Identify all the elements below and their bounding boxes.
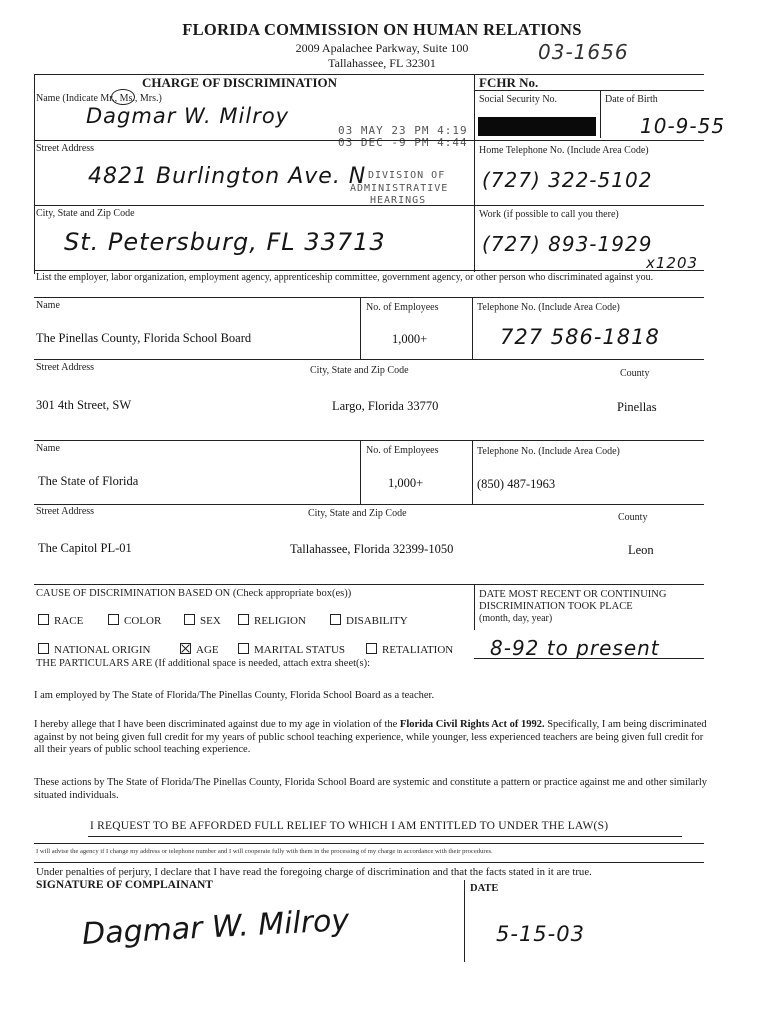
particulars-paragraph-2-start: I hereby allege that I have been discriminated against due to my age in violation of the bbox=[34, 719, 400, 730]
particulars-paragraph-2 bbox=[34, 719, 710, 757]
particulars-label: THE PARTICULARS ARE (If additional space is needed, attach extra sheet(s): bbox=[36, 658, 371, 669]
respondent-1-street-label: Street Address bbox=[36, 362, 95, 373]
respondent-2-name: The State of Florida bbox=[38, 474, 139, 488]
ssn-label: Social Security No. bbox=[479, 94, 558, 105]
particulars-paragraph-1: I am employed by The State of Florida/The Pinellas County, Florida School Board as a teacher. bbox=[34, 690, 435, 701]
respondent-2-phone-label: Telephone No. (Include Area Code) bbox=[477, 446, 620, 457]
checkbox-retaliation-box[interactable] bbox=[366, 643, 377, 654]
respondent-2-street-label: Street Address bbox=[36, 506, 95, 517]
checkbox-religion[interactable] bbox=[238, 614, 306, 627]
perjury-declaration: Under penalties of perjury, I declare that I have read the foregoing charge of discrimination and that the facts stated in it are true. bbox=[36, 866, 592, 878]
checkbox-sex[interactable] bbox=[184, 614, 221, 627]
relief-request: I REQUEST TO BE AFFORDED FULL RELIEF TO WHICH I AM ENTITLED TO UNDER THE LAW(S) bbox=[90, 820, 609, 832]
respondent-1-city-label: City, State and Zip Code bbox=[310, 365, 409, 376]
checkbox-marital-status[interactable] bbox=[238, 643, 345, 656]
checkbox-retaliation-label: RETALIATION bbox=[382, 644, 454, 656]
document-title: FLORIDA COMMISSION ON HUMAN RELATIONS bbox=[182, 20, 582, 39]
dob-value: 10-9-55 bbox=[640, 114, 726, 138]
checkbox-national-origin-label: NATIONAL ORIGIN bbox=[54, 644, 151, 656]
respondent-1-phone: 727 586-1818 bbox=[500, 325, 660, 349]
city-state-zip-label: City, State and Zip Code bbox=[36, 208, 135, 219]
agency-address-line-1: 2009 Apalachee Parkway, Suite 100 bbox=[295, 41, 469, 55]
stamp-administrative: ADMINISTRATIVE bbox=[350, 183, 449, 194]
dob-label: Date of Birth bbox=[605, 94, 658, 105]
agency-address-line-2: Tallahassee, FL 32301 bbox=[328, 56, 436, 70]
checkbox-age[interactable] bbox=[180, 643, 219, 656]
checkbox-race-box[interactable] bbox=[38, 614, 49, 625]
discrimination-date-value: 8-92 to present bbox=[490, 636, 660, 660]
respondent-1-employees-label: No. of Employees bbox=[366, 302, 439, 313]
charge-section-title: CHARGE OF DISCRIMINATION bbox=[142, 75, 338, 90]
respondent-2-employees: 1,000+ bbox=[388, 476, 424, 490]
case-number-handwritten: 03-1656 bbox=[538, 40, 629, 64]
work-phone-extension: x1203 bbox=[646, 254, 699, 272]
checkbox-marital-status-label: MARITAL STATUS bbox=[254, 644, 346, 656]
street-address-value: 4821 Burlington Ave. N bbox=[88, 164, 367, 189]
checkbox-color-box[interactable] bbox=[108, 614, 119, 625]
checkbox-disability[interactable] bbox=[330, 614, 408, 627]
checkbox-disability-label: DISABILITY bbox=[346, 615, 408, 627]
fchr-number-label: FCHR No. bbox=[479, 75, 539, 90]
cause-date-label-1: DATE MOST RECENT OR CONTINUING bbox=[479, 589, 667, 600]
checkbox-color-label: COLOR bbox=[124, 615, 162, 627]
checkbox-religion-box[interactable] bbox=[238, 614, 249, 625]
stamp-date-received-1: 03 MAY 23 PM 4:19 bbox=[338, 124, 468, 137]
checkbox-sex-box[interactable] bbox=[184, 614, 195, 625]
work-phone-label: Work (if possible to call you there) bbox=[479, 209, 619, 220]
complainant-name-label: Name (Indicate Mr., Ms., Mrs.) bbox=[36, 93, 162, 104]
cause-date-label-2: DISCRIMINATION TOOK PLACE bbox=[479, 601, 633, 612]
checkbox-disability-box[interactable] bbox=[330, 614, 341, 625]
respondent-2-employees-label: No. of Employees bbox=[366, 445, 439, 456]
checkbox-sex-label: SEX bbox=[200, 615, 221, 627]
respondent-list-instruction: List the employer, labor organization, employment agency, apprenticeship committee, government agency, or other person who discriminated against you. bbox=[36, 272, 654, 283]
street-address-label: Street Address bbox=[36, 143, 95, 154]
checkbox-color[interactable] bbox=[108, 614, 161, 627]
stamp-division-of: DIVISION OF bbox=[368, 170, 446, 181]
cause-label: CAUSE OF DISCRIMINATION BASED ON (Check appropriate box(es)) bbox=[36, 588, 352, 599]
respondent-1-county: Pinellas bbox=[617, 400, 657, 414]
date-label: DATE bbox=[470, 883, 499, 894]
home-phone-value: (727) 322-5102 bbox=[482, 168, 653, 192]
work-phone-value: (727) 893-1929 bbox=[482, 232, 653, 256]
complainant-signature: Dagmar W. Milroy bbox=[81, 903, 351, 952]
respondent-1-county-label: County bbox=[620, 368, 650, 379]
ssn-redaction bbox=[478, 117, 596, 136]
checkbox-age-label: AGE bbox=[196, 644, 219, 656]
particulars-paragraph-2-end: Specifically, I am being discriminated against by not being given full credit for my years of public school teaching experience, while younger, less experienced teachers are being given full credit for all their years of public school teaching experience. bbox=[34, 719, 707, 755]
respondent-2-phone: (850) 487-1963 bbox=[477, 477, 556, 491]
checkbox-retaliation[interactable] bbox=[366, 643, 453, 656]
checkbox-national-origin[interactable] bbox=[38, 643, 150, 656]
respondent-2-name-label: Name bbox=[36, 443, 60, 454]
ms-circle-mark bbox=[111, 89, 135, 105]
respondent-1-phone-label: Telephone No. (Include Area Code) bbox=[477, 302, 620, 313]
city-state-zip-value: St. Petersburg, FL 33713 bbox=[64, 228, 386, 256]
complainant-name-value: Dagmar W. Milroy bbox=[86, 104, 290, 128]
signature-date-value: 5-15-03 bbox=[496, 922, 585, 946]
respondent-1-street: 301 4th Street, SW bbox=[36, 398, 132, 412]
checkbox-religion-label: RELIGION bbox=[254, 615, 306, 627]
particulars-paragraph-3: These actions by The State of Florida/The Pinellas County, Florida School Board are systemic and constitute a pattern or practice against me and other similarly situated individuals. bbox=[34, 777, 707, 801]
respondent-1-employees: 1,000+ bbox=[392, 332, 428, 346]
checkbox-race-label: RACE bbox=[54, 615, 84, 627]
checkbox-age-box[interactable] bbox=[180, 643, 191, 654]
cause-date-label-3: (month, day, year) bbox=[479, 613, 553, 624]
address-change-notice: I will advise the agency if I change my address or telephone number and I will cooperate fully with them in the processing of my charge in accordance with their procedures. bbox=[36, 848, 493, 855]
respondent-2-street: The Capitol PL-01 bbox=[38, 541, 132, 555]
respondent-2-city-label: City, State and Zip Code bbox=[308, 508, 407, 519]
stamp-hearings: HEARINGS bbox=[370, 195, 427, 206]
respondent-1-name: The Pinellas County, Florida School Board bbox=[36, 331, 252, 345]
respondent-1-city: Largo, Florida 33770 bbox=[332, 399, 439, 413]
respondent-2-city: Tallahassee, Florida 32399-1050 bbox=[290, 542, 454, 556]
respondent-2-county: Leon bbox=[628, 543, 654, 557]
respondent-1-name-label: Name bbox=[36, 300, 60, 311]
stamp-date-received-2: 03 DEC -9 PM 4:44 bbox=[338, 136, 468, 149]
respondent-2-county-label: County bbox=[618, 512, 648, 523]
checkbox-national-origin-box[interactable] bbox=[38, 643, 49, 654]
home-phone-label: Home Telephone No. (Include Area Code) bbox=[479, 145, 649, 156]
signature-label: SIGNATURE OF COMPLAINANT bbox=[36, 879, 213, 891]
checkbox-race[interactable] bbox=[38, 614, 83, 627]
florida-civil-rights-act: Florida Civil Rights Act of 1992. bbox=[399, 719, 545, 730]
checkbox-marital-status-box[interactable] bbox=[238, 643, 249, 654]
